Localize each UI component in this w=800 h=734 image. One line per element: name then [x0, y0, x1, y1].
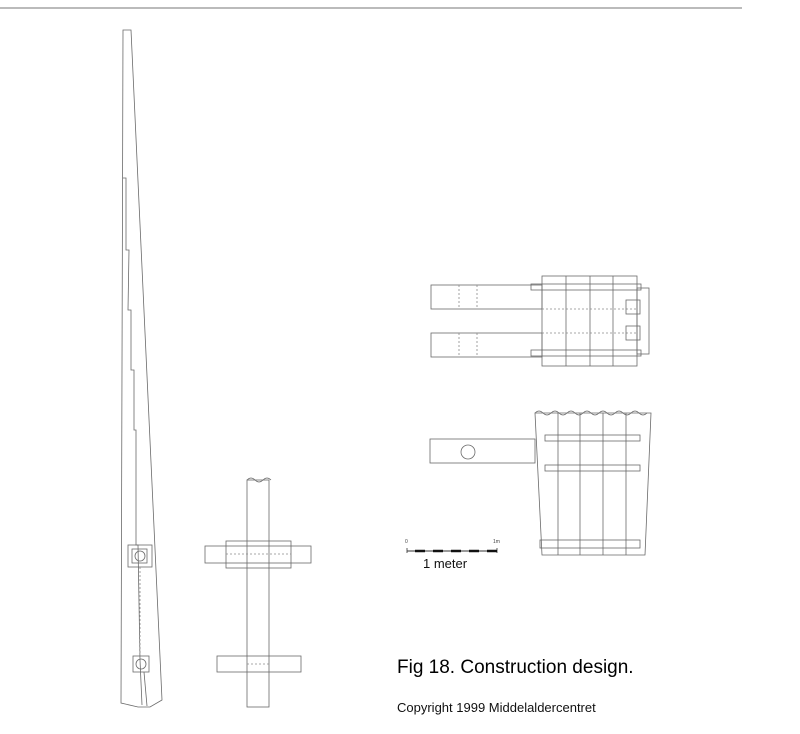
cross-piece-elevation — [205, 478, 311, 707]
side-body — [535, 413, 651, 555]
scale-end-label: 1m — [493, 539, 500, 545]
tall-arm-elevation — [121, 30, 162, 707]
cross-shaft — [247, 480, 269, 707]
plan-prong-lower — [431, 333, 542, 357]
scale-bar — [407, 548, 497, 553]
plan-body — [542, 276, 637, 366]
figure-caption: Fig 18. Construction design. — [397, 657, 634, 678]
copyright-notice: Copyright 1999 Middelaldercentret — [397, 700, 596, 715]
pivot-hole — [461, 445, 475, 459]
side-view — [430, 411, 651, 555]
scale-start-label: 0 — [405, 539, 408, 545]
upper-crossbar — [205, 546, 311, 563]
lower-fitting — [133, 656, 149, 672]
plan-view — [431, 276, 649, 366]
arm-outline — [121, 30, 162, 707]
arm-inner-groove — [123, 178, 142, 705]
scale-label: 1 meter — [423, 556, 468, 571]
side-arm — [430, 439, 535, 463]
plan-prong-upper — [431, 285, 542, 309]
